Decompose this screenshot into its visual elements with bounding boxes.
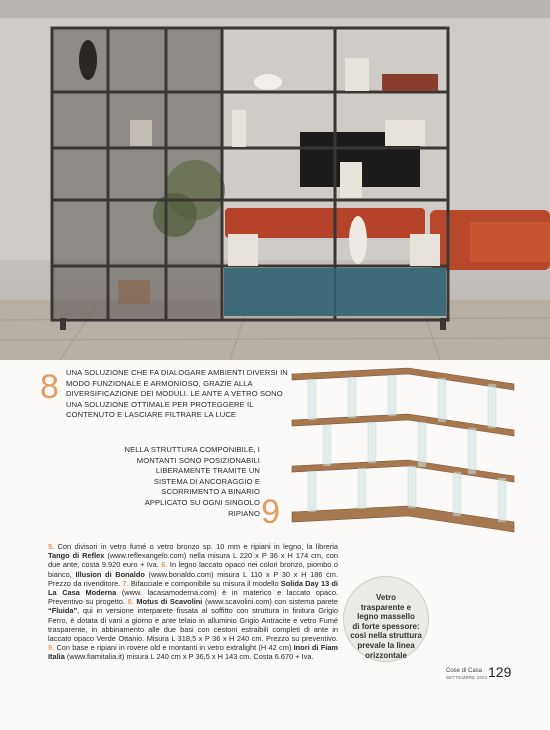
quote-text: [344, 593, 428, 660]
page-number: 129: [488, 664, 512, 680]
product-description: [48, 542, 338, 662]
caption-9-number: 9: [261, 493, 280, 531]
text-5b: (www.reflexangelo.com) nella misura L 220 x P 36 x H 174 cm, con due ante, costa 9.920 euro + Iva.: [48, 551, 338, 570]
quote-line: prevale la linea: [357, 640, 415, 650]
quote-line: legno massello: [357, 612, 415, 622]
magazine-name: Cose di Casa: [446, 668, 483, 674]
item-number-6: 6.: [161, 560, 168, 570]
text-6: In legno laccato opaco nei colori bronzo, piombo o bianco,: [48, 560, 338, 579]
quote-line: trasparente e: [360, 602, 412, 612]
caption-8-number: 8: [40, 368, 59, 406]
system-name-8: “Fluida”: [48, 606, 78, 616]
text-5: Con divisori in vetro fumé o vetro bronzo sp. 10 mm e ripiani in legno, la libreria: [54, 542, 338, 551]
product-name-9: Inori di Fiam Italia: [48, 643, 339, 662]
product-name-7: Solida Day 13 di La Casa Moderna: [48, 578, 338, 598]
caption-8-text: UNA SOLUZIONE CHE FA DIALOGARE AMBIENTI DIVERSI IN MODO FUNZIONALE E ARMONIOSO, GRAZIE ALLA DIVERSIFICAZIONE DEI MODULI. LE ANTE A VETRO SONO UNA SOLUZIONE OTTIMALE PER PROTEGGERE IL CONTENUTO E LASCIARE FILTRARE LA LUCE: [66, 368, 288, 420]
quote-line: Vetro: [375, 593, 396, 602]
text-7: Bifacciale e componibile su misura il modello: [128, 578, 281, 588]
text-8c: , qui in versione interparete fissata al soffitto con struttura in finitura Grigio Ferro, è dotata di vani a giorno e ante telaio in alluminio Grigio Antracite e vetro Fumé trasparente, in abbinamento alle due basi con cestoni estraibili completi di ante in laccato opaco Verde Ottanio. Misura L 318,5 x P 36 x H 240 cm. Prezzo su preventivo.: [48, 606, 338, 644]
item-number-9: 9.: [48, 643, 55, 653]
text-8b: (www.scavolini.com) con sistema parete: [202, 597, 338, 607]
text-9: Con base e ripiani in rovere old e montanti in vetro extralight (H 42 cm): [54, 643, 294, 653]
item-number-8: 8.: [127, 597, 134, 607]
product-name-5: Tango di Reflex: [48, 551, 105, 561]
quote-bubble: [343, 576, 429, 662]
product-name-6: Illusion di Bonaldo: [75, 569, 145, 579]
item-number-7: 7.: [122, 578, 129, 588]
quote-line: di forte spessore:: [352, 621, 420, 631]
quote-line: così nella struttura: [350, 631, 422, 641]
text-6b: (www.bonaldo.com) misura L 110 x P 30 x H 186 cm. Prezzo da rivenditore.: [48, 569, 338, 588]
caption-9-text: NELLA STRUTTURA COMPONIBILE, I MONTANTI SONO POSIZIONABILI LIBERAMENTE TRAMITE UN SISTEMA DI ANCORAGGIO E SCORRIMENTO A BINARIO APPLICATO SU OGNI SINGOLO RIPIANO: [124, 445, 260, 518]
issue-date: SETTEMBRE 2022: [446, 675, 488, 680]
shelf-illustration: [288, 362, 518, 562]
item-number-5: 5.: [48, 542, 55, 551]
text-9b: (www.fiamitalia.it) misura L 240 cm x P 36,5 x H 143 cm. Costa 6.670 + Iva.: [64, 652, 314, 662]
quote-line: orizzontale: [365, 650, 407, 660]
text-7b: (www. lacasamoderna.com) è in materico e laccato opaco. Preventivo su progetto.: [48, 588, 338, 607]
bookcase-photo: [0, 0, 550, 360]
product-name-8: Motus di Scavolini: [136, 597, 203, 607]
